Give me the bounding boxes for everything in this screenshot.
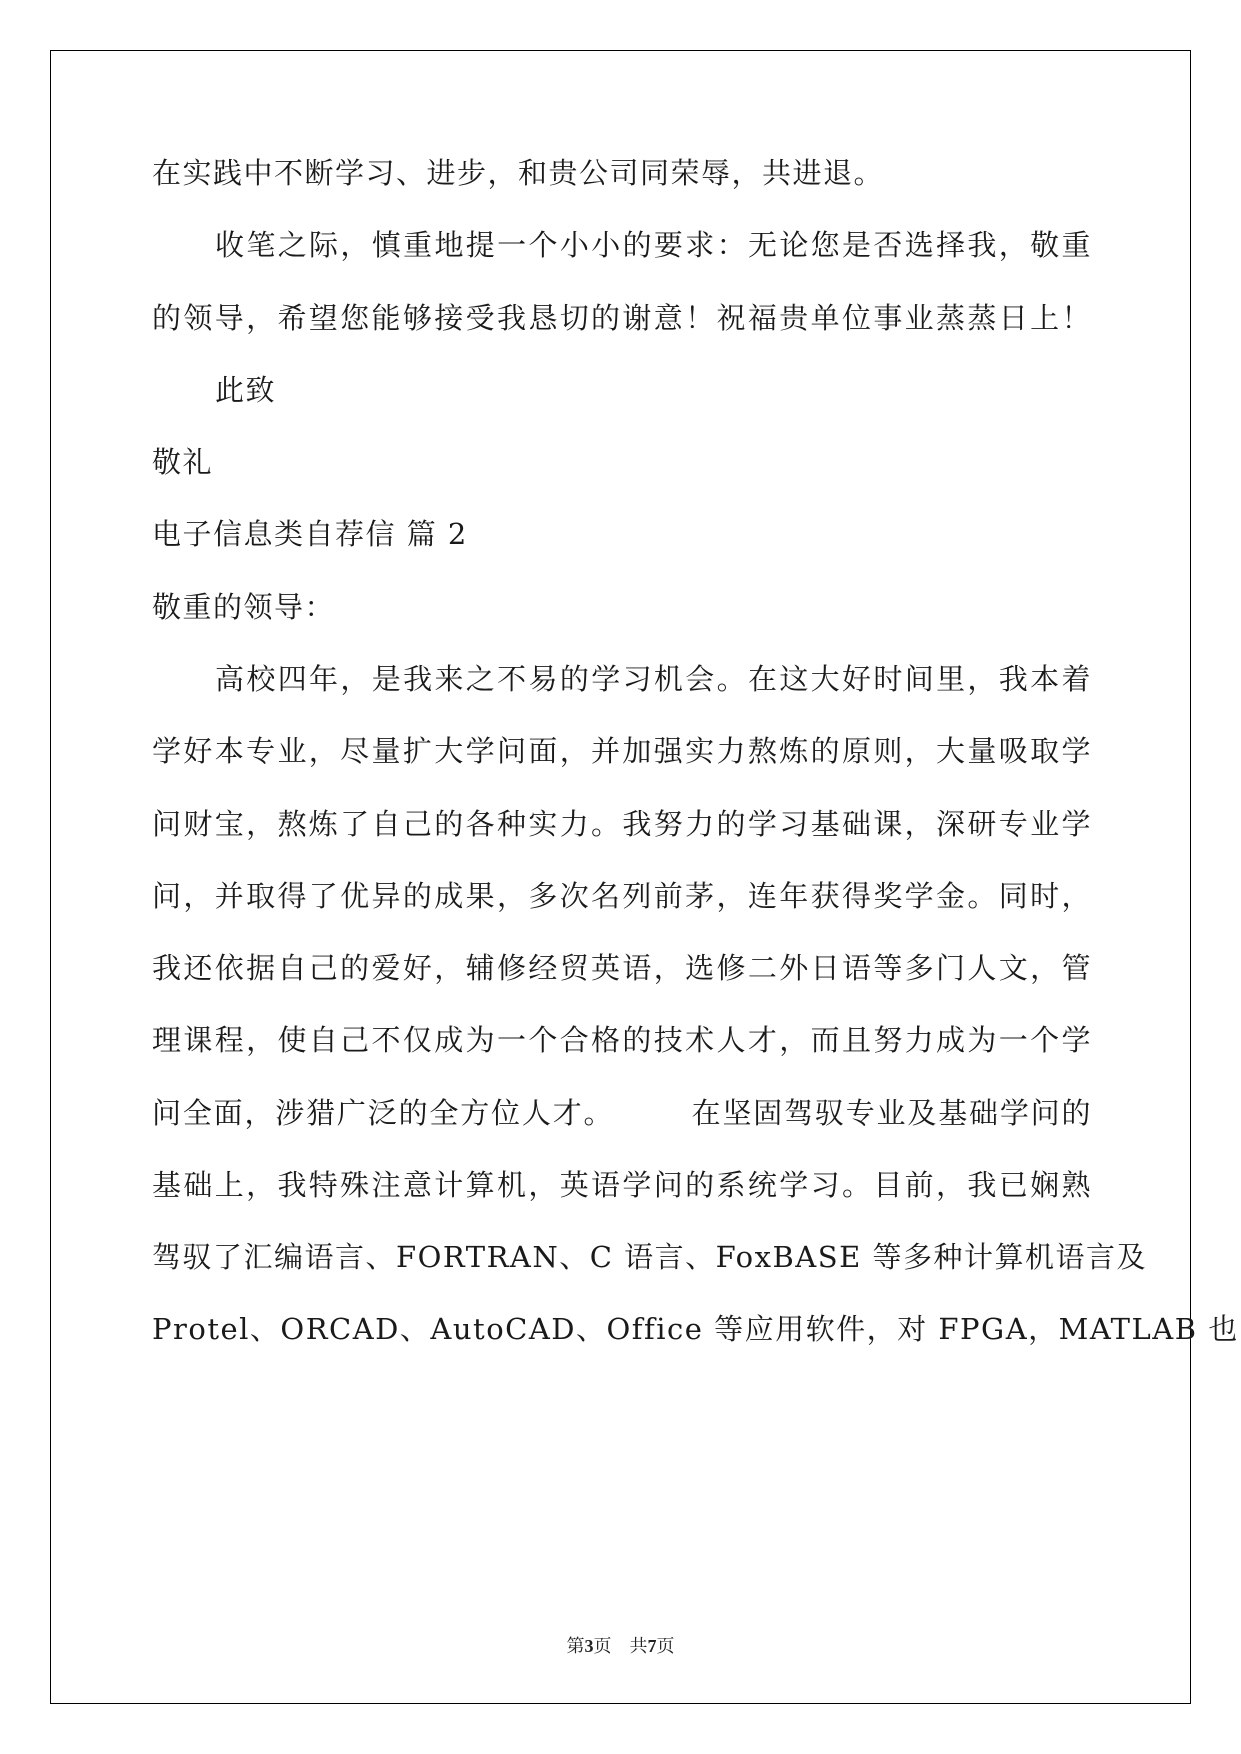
text-line: 基础上，我特殊注意计算机，英语学问的系统学习。目前，我已娴熟: [152, 1168, 1092, 1202]
page-suffix: 页: [656, 1636, 675, 1657]
text-line: 高校四年，是我来之不易的学习机会。在这大好时间里，我本着: [215, 662, 1092, 696]
section-heading: 电子信息类自荐信 篇 2: [152, 517, 468, 551]
salutation: 敬重的领导：: [152, 590, 336, 624]
text-line: 问财宝，熬炼了自己的各种实力。我努力的学习基础课，深研专业学: [152, 807, 1092, 841]
text-line: 问全面，涉猎广泛的全方位人才。 在坚固驾驭专业及基础学问的: [152, 1096, 1092, 1130]
text-line: Protel、ORCAD、AutoCAD、Office 等应用软件，对 FPGA，MATLAB 也: [152, 1312, 1239, 1346]
text-line: 问，并取得了优异的成果，多次名列前茅，连年获得奖学金。同时，: [152, 879, 1092, 913]
total-page-number: 7: [647, 1636, 657, 1656]
text-line: 在实践中不断学习、进步，和贵公司同荣辱，共进退。: [152, 156, 885, 190]
text-line: 理课程，使自己不仅成为一个合格的技术人才，而且努力成为一个学: [152, 1023, 1092, 1057]
text-line: 驾驭了汇编语言、FORTRAN、C 语言、FoxBASE 等多种计算机语言及: [152, 1240, 1147, 1274]
text-line: 的领导，希望您能够接受我恳切的谢意！祝福贵单位事业蒸蒸日上！: [152, 301, 1092, 335]
text-line: 此致: [215, 373, 277, 407]
page-number-footer: [0, 1634, 1241, 1659]
page-mid: 页 共: [593, 1636, 648, 1657]
text-line: 学好本专业，尽量扩大学问面，并加强实力熬炼的原则，大量吸取学: [152, 734, 1092, 768]
page-prefix: 第: [566, 1636, 585, 1657]
current-page-number: 3: [584, 1636, 594, 1656]
text-line: 我还依据自己的爱好，辅修经贸英语，选修二外日语等多门人文，管: [152, 951, 1092, 985]
text-line: 收笔之际，慎重地提一个小小的要求：无论您是否选择我，敬重: [215, 228, 1092, 262]
text-line: 敬礼: [152, 445, 214, 479]
